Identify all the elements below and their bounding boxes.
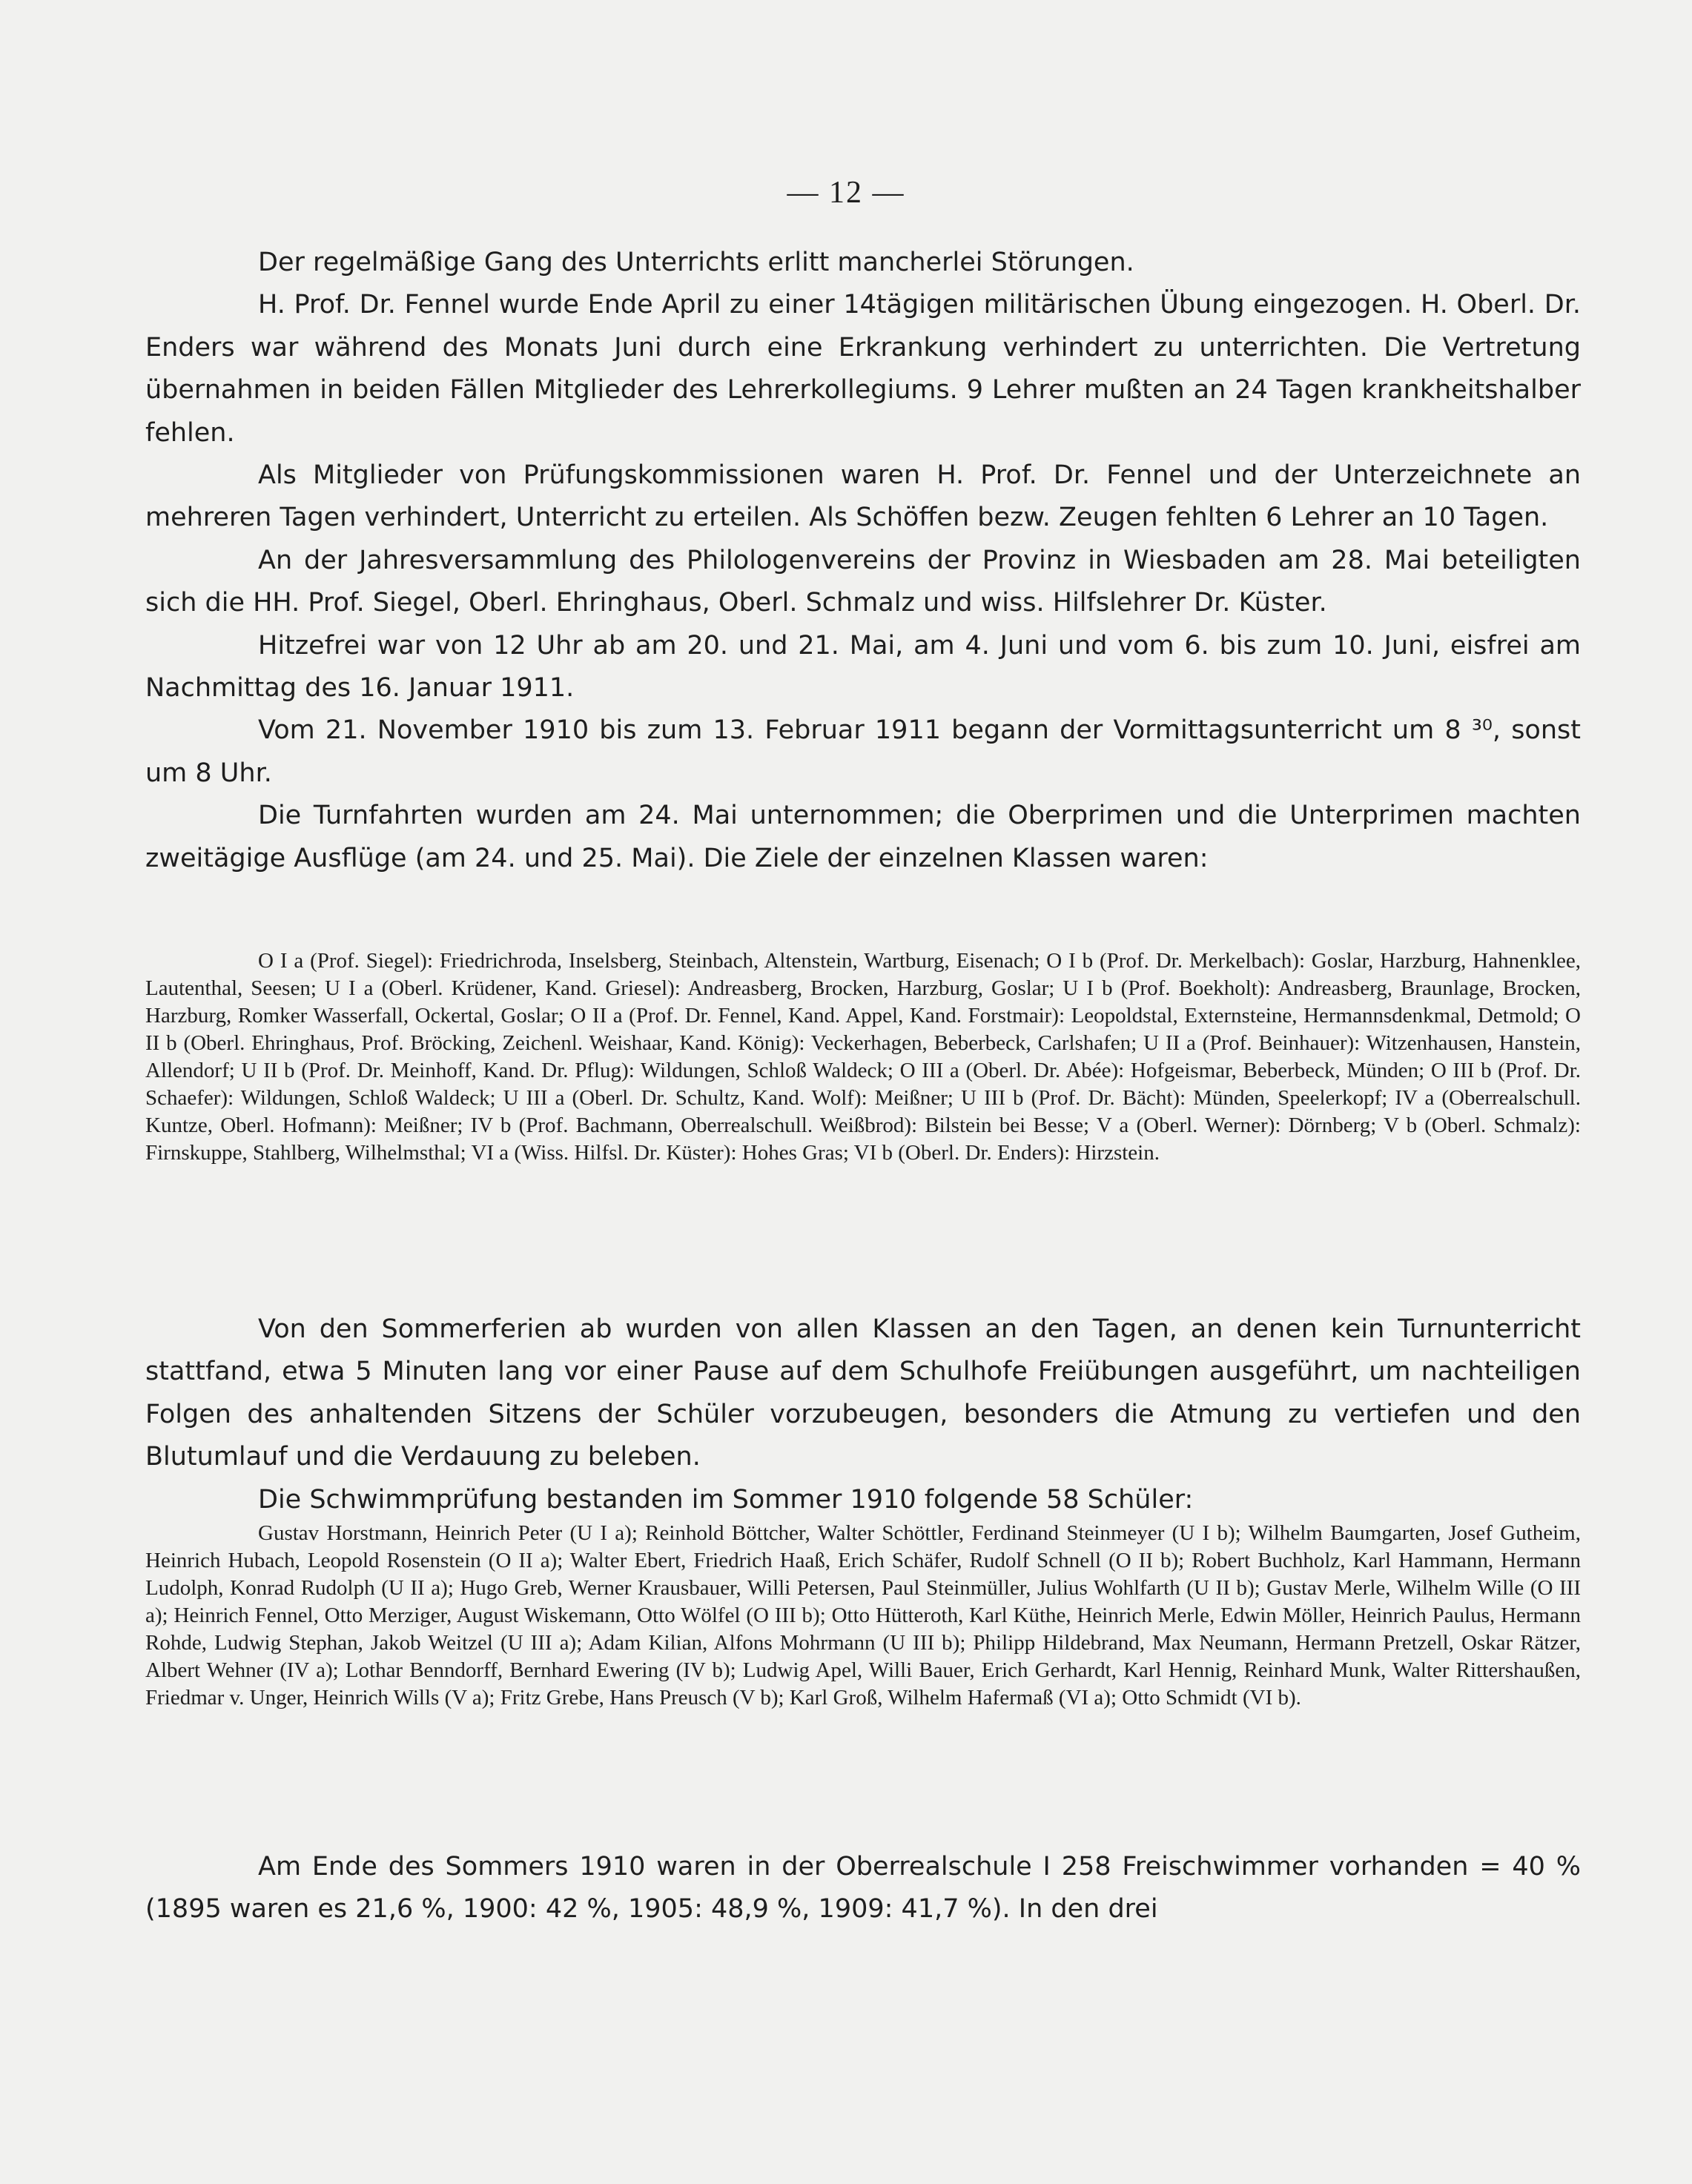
body-text-section-1 [145,242,1581,880]
paragraph: Hitzefrei war von 12 Uhr ab am 20. und 21. Mai, am 4. Juni und vom 6. bis zum 10. Juni, eisfrei am Nachmittag des 16. Januar 1911. [145,630,1581,704]
paragraph: Am Ende des Sommers 1910 waren in der Oberrealschule I 258 Freischwimmer vorhanden = 40 % (1895 waren es 21,6 %, 1900: 42 %, 1905: 48,9 %, 1909: 41,7 %). In den drei [145,1852,1581,1925]
paragraph: Von den Sommerferien ab wurden von allen Klassen an den Tagen, an denen kein Turnunterricht stattfand, etwa 5 Minuten lang vor einer Pause auf dem Schulhofe Freiübungen ausgeführt, um nachteiligen Folgen des anhaltenden Sitzens der Schüler vorzubeugen, besonders die Atmung zu vertiefen und den Blutumlauf und die Verdauung zu beleben. [145,1314,1581,1472]
swimmer-list [145,1520,1581,1712]
body-text-section-3 [145,1846,1581,1931]
paragraph: Als Mitglieder von Prüfungskommissionen waren H. Prof. Dr. Fennel und der Unterzeichnete an mehreren Tagen verhindert, Unterricht zu erteilen. Als Schöffen bezw. Zeugen fehlten 6 Lehrer an 10 Tagen. [145,460,1581,533]
swimmer-paragraph: Gustav Horstmann, Heinrich Peter (U I a); Reinhold Böttcher, Walter Schöttler, Ferdinand Steinmeyer (U I b); Wilhelm Baumgarten, Josef Gutheim, Heinrich Hubach, Leopold Rosenstein (O II a); Walter Ebert, Friedrich Haaß, Erich Schäfer, Rudolf Schnell (O II b); Robert Buchholz, Karl Hammann, Hermann Ludolph, Konrad Rudolph (U II a); Hugo Greb, Werner Krausbauer, Willi Petersen, Paul Steinmüller, Julius Wohlfarth (U II b); Gustav Merle, Wilhelm Wille (O III a); Heinrich Fennel, Otto Merziger, August Wiskemann, Otto Wölfel (O III b); Otto Hütteroth, Karl Küthe, Heinrich Merle, Edwin Möller, Heinrich Paulus, Hermann Rohde, Ludwig Stephan, Jakob Weitzel (U III a); Adam Kilian, Alfons Mohrmann (U III b); Philipp Hildebrand, Max Neumann, Hermann Pretzell, Oskar Rätzer, Albert Wehner (IV a); Lothar Benndorff, Bernhard Ewering (IV b); Ludwig Apel, Willi Bauer, Erich Gerhardt, Karl Hennig, Reinhard Munk, Walter Rittershaußen, Friedmar v. Unger, Heinrich Wills (V a); Fritz Grebe, Hans Preusch (V b); Karl Groß, Wilhelm Hafermaß (VI a); Otto Schmidt (VI b). [145,1521,1581,1710]
excursion-paragraph: O I a (Prof. Siegel): Friedrichroda, Inselsberg, Steinbach, Altenstein, Wartburg, Eisenach; O I b (Prof. Dr. Merkelbach): Goslar, Harzburg, Hahnenklee, Lautenthal, Seesen; U I a (Oberl. Krüdener, Kand. Griesel): Andreasberg, Brocken, Harzburg, Goslar; U I b (Prof. Boekholt): Andreasberg, Braunlage, Brocken, Harzburg, Romker Wasserfall, Ockertal, Goslar; O II a (Prof. Dr. Fennel, Kand. Appel, Kand. Forstmair): Leopoldstal, Externsteine, Hermannsdenkmal, Detmold; O II b (Oberl. Ehringhaus, Prof. Bröcking, Zeichenl. Weishaar, Kand. König): Veckerhagen, Beberbeck, Carlshafen; U II a (Prof. Beinhauer): Witzenhausen, Hanstein, Allendorf; U II b (Prof. Dr. Meinhoff, Kand. Dr. Pflug): Wildungen, Schloß Waldeck; O III a (Oberl. Dr. Abée): Hofgeismar, Beberbeck, Münden; O III b (Prof. Dr. Schaefer): Wildungen, Schloß Waldeck; U III a (Oberl. Dr. Schultz, Kand. Wolf): Meißner; U III b (Prof. Dr. Bächt): Münden, Speelerkopf; IV a (Oberrealschull. Kuntze, Oberl. Hofmann): Meißner; IV b (Prof. Bachmann, Oberrealschull. Weißbrod): Bilstein bei Besse; V a (Oberl. Werner): Dörnberg; V b (Oberl. Schmalz): Firnskuppe, Stahlberg, Wilhelmsthal; VI a (Wiss. Hilfsl. Dr. Küster): Hohes Gras; VI b (Oberl. Dr. Enders): Hirzstein. [145,949,1581,1165]
paragraph: Der regelmäßige Gang des Unterrichts erlitt mancherlei Störungen. [258,248,1134,277]
paragraph: Die Schwimmprüfung bestanden im Sommer 1910 folgende 58 Schüler: [258,1484,1194,1515]
page-number: — 12 — [787,176,905,210]
body-text-section-2 [145,1308,1581,1521]
paragraph: Vom 21. November 1910 bis zum 13. Februar 1911 begann der Vormittagsunterricht um 8 ³⁰, sonst um 8 Uhr. [145,715,1581,788]
paragraph: Die Turnfahrten wurden am 24. Mai unternommen; die Oberprimen und die Unterprimen machten zweitägige Ausflüge (am 24. und 25. Mai). Die Ziele der einzelnen Klassen waren: [145,801,1581,873]
paragraph: An der Jahresversammlung des Philologenvereins der Provinz in Wiesbaden am 28. Mai beteiligten sich die HH. Prof. Siegel, Oberl. Ehringhaus, Oberl. Schmalz und wiss. Hilfslehrer Dr. Küster. [145,545,1581,618]
paragraph: H. Prof. Dr. Fennel wurde Ende April zu einer 14tägigen militärischen Übung eingezogen. H. Oberl. Dr. Enders war während des Monats Juni durch eine Erkrankung verhindert zu unterrichten. Die Vertretung übernahmen in beiden Fällen Mitglieder des Lehrerkollegiums. 9 Lehrer mußten an 24 Tagen krankheitshalber fehlen. [145,290,1581,448]
excursion-list [145,947,1581,1167]
